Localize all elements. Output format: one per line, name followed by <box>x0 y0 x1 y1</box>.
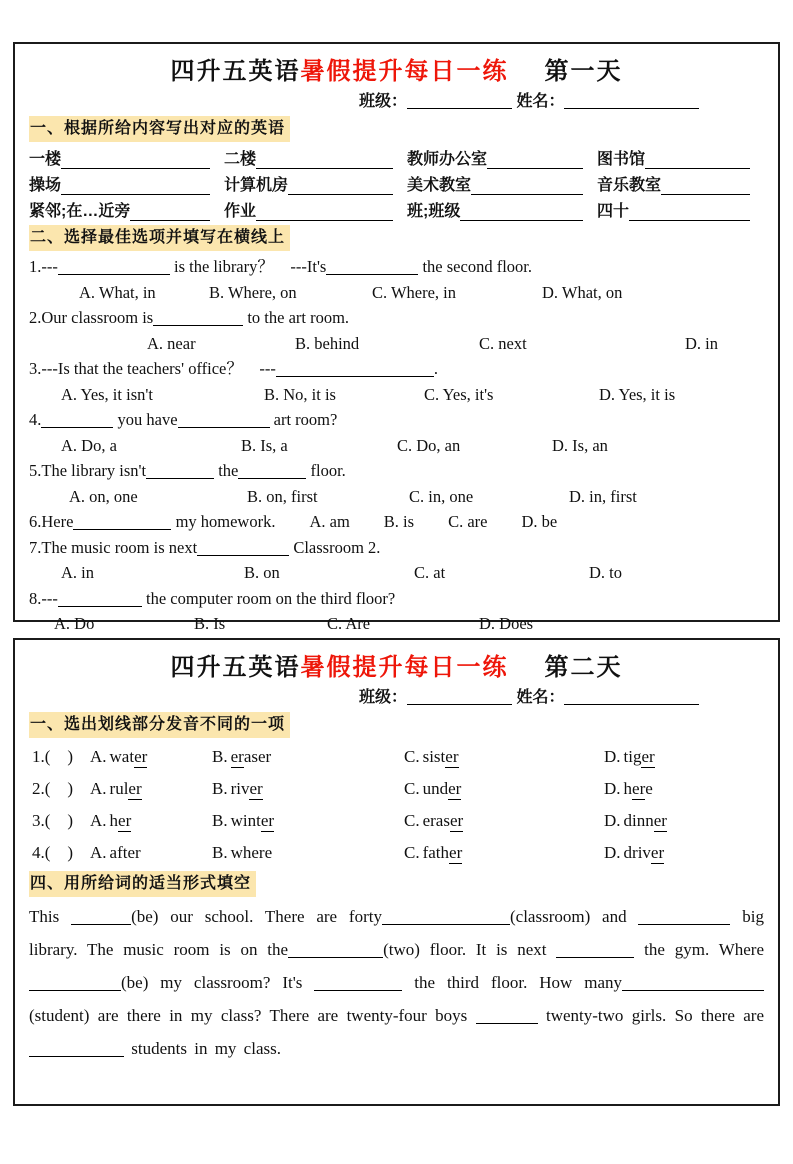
word-part: aser <box>243 747 272 766</box>
choice-option[interactable]: A. Yes, it isn't <box>61 384 153 404</box>
answer-parentheses[interactable]: 2.( ) <box>32 779 74 798</box>
phonics-option[interactable] <box>90 773 212 805</box>
word-part: driv <box>623 843 651 862</box>
vocab-term: 美术教室 <box>407 177 472 194</box>
text-segment: to the art room. <box>243 308 350 327</box>
section-header-text: 四、用所给词的适当形式填空 <box>29 871 256 897</box>
underlined-part: er <box>641 747 655 766</box>
answer-blank[interactable] <box>130 215 210 221</box>
class-input[interactable] <box>407 93 512 109</box>
answer-blank[interactable] <box>71 908 131 925</box>
answer-blank[interactable] <box>487 163 583 169</box>
title-highlight: 暑假提升每日一练 <box>300 654 509 681</box>
text-segment: 6.Here <box>29 512 74 531</box>
word-part: h <box>109 811 119 830</box>
answer-blank[interactable] <box>326 260 418 275</box>
phonics-option[interactable] <box>90 837 212 869</box>
answer-blank[interactable] <box>153 311 243 326</box>
vocab-term: 二楼 <box>224 151 257 168</box>
word-part: sist <box>422 747 446 766</box>
text-segment: (two) floor. It is next <box>383 940 557 959</box>
choice-option[interactable]: D. Yes, it is <box>599 384 676 404</box>
choice-option[interactable]: A. Do, a <box>61 435 117 455</box>
underlined-part: er <box>230 747 244 766</box>
answer-blank[interactable] <box>29 1040 124 1057</box>
text-segment: the gym. Where <box>634 940 765 959</box>
answer-blank[interactable] <box>61 163 210 169</box>
answer-blank[interactable] <box>29 974 121 991</box>
section-header-text: 一、根据所给内容写出对应的英语 <box>29 116 290 142</box>
answer-blank[interactable] <box>238 464 306 479</box>
choice-option[interactable]: B. behind <box>295 333 360 353</box>
choice-option[interactable]: D. Is, an <box>552 435 608 455</box>
choice-option[interactable]: A. in <box>61 563 94 582</box>
answer-blank[interactable] <box>256 215 393 221</box>
choice-option[interactable]: A. near <box>147 333 196 353</box>
answer-blank[interactable] <box>460 215 583 221</box>
question-line <box>29 458 764 484</box>
vocab-term: 班;班级 <box>407 203 461 220</box>
title-day: 第二天 <box>544 654 623 681</box>
text-segment: 1.--- <box>29 257 58 276</box>
option-label: A. <box>90 779 107 798</box>
text-segment: 5.The library isn't <box>29 461 147 480</box>
options-row <box>29 382 764 408</box>
vocab-cell <box>29 149 224 171</box>
option-label: C. <box>404 747 420 766</box>
vocab-cell <box>224 201 407 223</box>
vocab-cell <box>597 149 764 171</box>
choice-option[interactable]: A. What, in <box>79 282 156 302</box>
vocab-cell <box>29 175 224 197</box>
vocab-cell <box>29 201 224 223</box>
underlined-part: er <box>118 811 132 830</box>
choice-option[interactable]: C. next <box>479 333 527 353</box>
underlined-part: er <box>653 811 667 830</box>
option-label: D. <box>604 843 621 862</box>
text-segment: 8.--- <box>29 588 58 608</box>
option-label: D. <box>604 811 621 830</box>
text-segment: the <box>214 461 239 480</box>
choice-option[interactable]: D. What, on <box>542 282 623 302</box>
question-line <box>29 586 764 612</box>
phonics-option[interactable] <box>604 741 764 773</box>
name-label: 姓名： <box>516 689 565 706</box>
phonics-option[interactable] <box>90 805 212 837</box>
section-header-text: 一、选出划线部分发音不同的一项 <box>29 712 290 738</box>
underlined-part: er <box>128 779 142 798</box>
phonics-option[interactable] <box>604 837 764 869</box>
phonics-questions <box>29 741 764 869</box>
choice-option[interactable]: C. Are <box>327 614 371 633</box>
option-label: B. <box>212 843 228 862</box>
underlined-part: er <box>449 843 463 862</box>
day1-panel <box>13 42 780 633</box>
option-label: B. <box>212 779 228 798</box>
choice-option[interactable]: B. is <box>383 512 415 531</box>
choice-option[interactable]: C. Where, in <box>372 282 457 302</box>
text-segment: twenty-two girls. So there are <box>537 1006 764 1025</box>
phonics-option[interactable] <box>404 837 604 869</box>
phonics-row <box>29 837 764 869</box>
word-part: dinn <box>623 811 654 830</box>
class-name-line <box>29 684 764 707</box>
answer-blank[interactable] <box>58 592 142 607</box>
option-label: A. <box>90 747 107 766</box>
underlined-part: er <box>449 811 464 830</box>
option-label: C. <box>404 843 420 862</box>
word-part: eras <box>422 811 450 830</box>
text-segment: Classroom 2. <box>289 537 381 557</box>
option-label: C. <box>404 811 420 830</box>
name-label: 姓名： <box>516 93 565 110</box>
answer-blank[interactable] <box>622 974 764 991</box>
underlined-part: er <box>134 747 148 766</box>
text-segment: art room? <box>269 410 338 429</box>
phonics-option[interactable] <box>212 741 404 773</box>
answer-blank[interactable] <box>61 189 210 195</box>
day1-title <box>29 51 764 86</box>
answer-blank[interactable] <box>178 413 270 428</box>
choice-option[interactable]: D. be <box>521 512 558 531</box>
text-segment: . <box>433 359 438 378</box>
phonics-option[interactable] <box>212 837 404 869</box>
vocab-cell <box>407 175 597 197</box>
answer-parentheses[interactable]: 4.( ) <box>32 843 74 862</box>
answer-blank[interactable] <box>58 260 170 275</box>
choice-option[interactable]: D. in <box>685 333 718 353</box>
phonics-option[interactable] <box>212 805 404 837</box>
choice-questions <box>29 254 764 637</box>
text-segment: This <box>29 907 72 926</box>
question-line <box>29 535 764 561</box>
word-part: h <box>623 779 633 798</box>
phonics-row <box>29 773 764 805</box>
text-segment: floor. <box>306 461 346 480</box>
word-part: e <box>645 779 653 798</box>
text-segment: my homework. <box>171 512 276 531</box>
answer-blank[interactable] <box>197 541 289 556</box>
title-prefix: 四升五英语 <box>170 58 301 85</box>
choice-option[interactable]: A. am <box>309 512 350 531</box>
name-input[interactable] <box>564 93 699 109</box>
vocab-cell <box>407 201 597 223</box>
answer-blank[interactable] <box>638 908 730 925</box>
class-label: 班级： <box>359 93 408 110</box>
answer-blank[interactable] <box>256 163 393 169</box>
underlined-part: er <box>260 811 275 830</box>
option-label: A. <box>90 811 107 830</box>
vocab-cell <box>224 175 407 197</box>
option-label: D. <box>604 747 621 766</box>
options-row <box>29 331 764 357</box>
answer-blank[interactable] <box>629 215 750 221</box>
answer-blank[interactable] <box>73 515 171 530</box>
vocab-cell <box>407 149 597 171</box>
vocab-cell <box>224 149 407 171</box>
choice-option[interactable]: B. on, first <box>247 486 318 506</box>
choice-option[interactable]: B. Where, on <box>209 282 297 302</box>
question-line <box>29 509 764 535</box>
options-row <box>29 433 764 459</box>
phonics-option[interactable] <box>604 805 764 837</box>
option-label: D. <box>604 779 621 798</box>
underlined-part: er <box>445 747 459 766</box>
option-label: B. <box>212 811 228 830</box>
choice-option[interactable]: A. on, one <box>69 486 138 506</box>
answer-parentheses[interactable]: 3.( ) <box>32 811 74 830</box>
day2-title <box>29 647 764 682</box>
day2-panel <box>13 638 780 1106</box>
phonics-option[interactable] <box>604 773 764 805</box>
text-segment: (be) my classroom? It's <box>121 973 315 992</box>
word-part: tig <box>623 747 642 766</box>
underlined-part: er <box>249 779 263 798</box>
answer-blank[interactable] <box>146 464 214 479</box>
name-input[interactable] <box>564 689 699 705</box>
text-segment: 4. <box>29 410 42 429</box>
answer-blank[interactable] <box>476 1007 538 1024</box>
text-segment: (classroom) and <box>509 907 639 926</box>
choice-option[interactable]: B. No, it is <box>264 384 336 404</box>
text-segment: big library. The music room is on the <box>29 907 764 959</box>
text-segment: the third floor. How many <box>402 973 622 992</box>
vocab-cell <box>597 175 764 197</box>
word-part: rul <box>109 779 129 798</box>
question-line <box>29 254 764 280</box>
answer-blank[interactable] <box>276 362 434 377</box>
text-segment: is the library？ ---It's <box>169 257 327 276</box>
title-day: 第一天 <box>544 58 623 85</box>
question-line <box>29 356 764 382</box>
choice-option[interactable]: C. are <box>448 512 488 531</box>
text-segment: the computer room on the third floor? <box>141 588 396 608</box>
text-segment: the second floor. <box>418 257 532 276</box>
choice-option[interactable]: D. to <box>589 563 622 582</box>
choice-option[interactable]: D. in, first <box>569 486 637 506</box>
choice-option[interactable]: C. Do, an <box>397 435 461 455</box>
vocab-term: 一楼 <box>29 151 62 168</box>
choice-option[interactable]: A. Do <box>54 614 95 633</box>
phonics-option[interactable] <box>90 741 212 773</box>
vocab-term: 作业 <box>224 203 257 220</box>
choice-option[interactable]: B. on <box>244 563 280 582</box>
class-label: 班级： <box>359 689 408 706</box>
vocab-term: 计算机房 <box>224 177 289 194</box>
phonics-option[interactable] <box>404 773 604 805</box>
text-segment: 7.The music room is next <box>29 537 198 557</box>
word-part: where <box>230 843 273 862</box>
choice-option[interactable]: B. Is <box>194 614 226 633</box>
class-name-line <box>29 88 764 111</box>
choice-option[interactable]: D. Does <box>479 614 534 633</box>
vocab-term: 紧邻;在…近旁 <box>29 203 131 220</box>
option-label: B. <box>212 747 228 766</box>
vocab-term: 音乐教室 <box>597 177 662 194</box>
section-header <box>29 712 764 738</box>
class-input[interactable] <box>407 689 512 705</box>
question-line <box>29 305 764 331</box>
answer-blank[interactable] <box>661 189 750 195</box>
section-header-text: 二、选择最佳选项并填写在横线上 <box>29 225 290 251</box>
vocab-term: 图书馆 <box>597 151 646 168</box>
section-header <box>29 116 764 142</box>
answer-parentheses[interactable]: 1.( ) <box>32 747 74 766</box>
phonics-row <box>29 805 764 837</box>
worksheet-page <box>0 42 793 1164</box>
option-label: A. <box>90 843 107 862</box>
phonics-option[interactable] <box>404 741 604 773</box>
phonics-option[interactable] <box>404 805 604 837</box>
choice-option[interactable]: B. Is, a <box>241 435 288 455</box>
vocab-row <box>29 171 764 197</box>
phonics-row <box>29 741 764 773</box>
answer-blank[interactable] <box>645 163 750 169</box>
options-row <box>29 280 764 306</box>
section-header <box>29 225 764 251</box>
options-row <box>29 611 764 637</box>
word-part: riv <box>230 779 250 798</box>
section-header <box>29 871 764 897</box>
underlined-part: er <box>650 843 665 862</box>
phonics-option[interactable] <box>212 773 404 805</box>
text-segment: you have <box>113 410 178 429</box>
word-part: wat <box>109 747 135 766</box>
answer-blank[interactable] <box>314 974 402 991</box>
word-part: fath <box>422 843 450 862</box>
answer-blank[interactable] <box>382 908 510 925</box>
options-row <box>29 560 764 586</box>
word-part: after <box>109 843 141 862</box>
vocab-row <box>29 197 764 223</box>
answer-blank[interactable] <box>41 413 113 428</box>
text-segment: 3.---Is that the teachers' office？ --- <box>29 359 276 378</box>
answer-blank[interactable] <box>471 189 583 195</box>
answer-blank[interactable] <box>288 941 383 958</box>
vocab-term: 教师办公室 <box>407 151 488 168</box>
question-line <box>29 407 764 433</box>
title-highlight: 暑假提升每日一练 <box>300 58 509 85</box>
word-part: und <box>422 779 449 798</box>
vocab-term: 操场 <box>29 177 62 194</box>
choice-option[interactable]: C. in, one <box>409 486 474 506</box>
text-segment: 2.Our classroom is <box>29 308 154 327</box>
cloze-paragraph <box>29 900 764 1065</box>
vocab-grid <box>29 145 764 223</box>
text-segment: students in my class. <box>124 1039 281 1058</box>
choice-option[interactable]: C. at <box>414 563 446 582</box>
answer-blank[interactable] <box>556 941 634 958</box>
underlined-part: er <box>448 779 462 798</box>
title-prefix: 四升五英语 <box>170 654 301 681</box>
day1-sections <box>29 116 764 637</box>
underlined-part: er <box>632 779 646 798</box>
options-row <box>29 484 764 510</box>
vocab-cell <box>597 201 764 223</box>
vocab-term: 四十 <box>597 203 630 220</box>
answer-blank[interactable] <box>288 189 393 195</box>
text-segment: (student) are there in my class? There are twenty-four boys <box>29 1006 476 1025</box>
day2-sections <box>29 712 764 1065</box>
choice-option[interactable]: C. Yes, it's <box>424 384 494 404</box>
word-part: wint <box>230 811 261 830</box>
option-label: C. <box>404 779 420 798</box>
vocab-row <box>29 145 764 171</box>
text-segment: (be) our school. There are forty <box>131 907 382 926</box>
